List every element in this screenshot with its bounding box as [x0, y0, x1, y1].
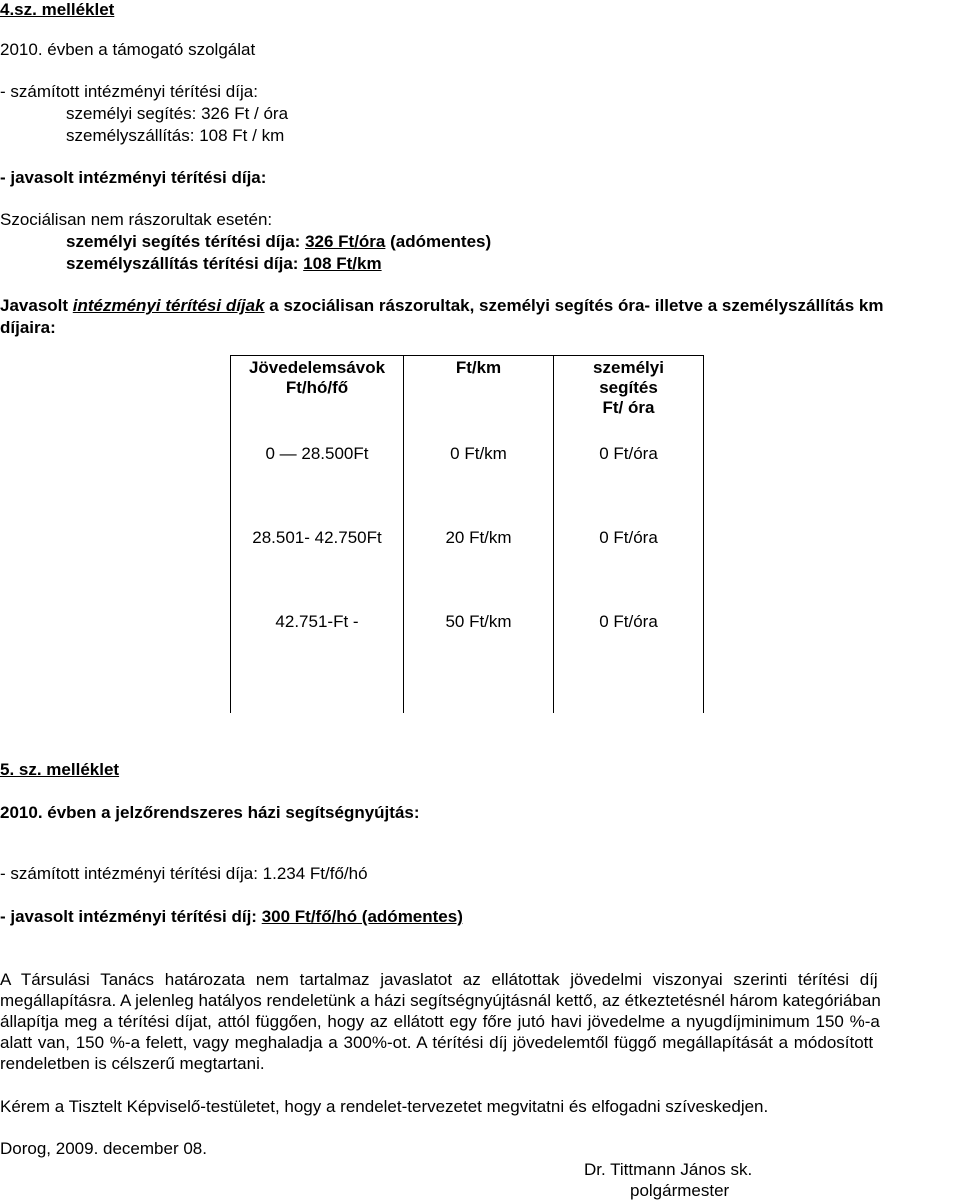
annex5-proposed-prefix: - javasolt intézményi térítési díj: [0, 907, 262, 926]
income-band-header [231, 358, 403, 398]
row3-km: 50 Ft/km [445, 612, 512, 631]
needy-label: Szociálisan nem rászorultak esetén: [0, 210, 273, 229]
row1-band: 0 — 28.500Ft [265, 444, 369, 463]
annex5-subtitle: 2010. évben a jelzőrendszeres házi segítségnyújtás: [0, 803, 420, 822]
calc-fee-label: - számított intézményi térítési díja: [0, 82, 258, 101]
proposal-paragraph [0, 296, 884, 316]
row1-hour: 0 Ft/óra [599, 444, 658, 463]
per-hour-column [554, 356, 704, 713]
needy-transport-prefix: személyszállítás térítési díja: [66, 254, 304, 273]
needy-personal-line [66, 232, 491, 252]
per-hour-header-line3: Ft/ óra [602, 398, 655, 417]
signer-name: Dr. Tittmann János sk. [584, 1160, 753, 1179]
annex4-subtitle: 2010. évben a támogató szolgálat [0, 40, 256, 59]
para1-line1: A Társulási Tanács határozata nem tartalmaz javaslatot az ellátottak jövedelmi viszonyai szerinti térítési díj [0, 970, 878, 989]
annex5-title: 5. sz. melléklet [0, 760, 120, 779]
signer-title: polgármester [630, 1181, 730, 1200]
needy-personal-suffix: (adómentes) [385, 232, 492, 251]
annex5-proposed-value: 300 Ft/fő/hó (adómentes) [261, 907, 463, 926]
income-band-header-line1: Jövedelemsávok [248, 358, 386, 377]
para1-line4: alatt van, 150 %-a felett, vagy meghaladja a 300%-ot. A térítési díj jövedelemtől függő megállapítását a módosított [0, 1033, 874, 1052]
para1-line5: rendeletben is célszerű megtartani. [0, 1054, 265, 1073]
row2-km: 20 Ft/km [445, 528, 512, 547]
row3-band: 42.751-Ft - [275, 612, 359, 631]
income-band-column [231, 356, 404, 713]
needy-personal-value: 326 Ft/óra [305, 232, 386, 251]
para1-line3: állapítja meg a térítési díjat, attól függően, hogy az ellátott egy főre jutó havi jövedelme a nyugdíjminimum 150 %-a [0, 1012, 880, 1031]
per-km-column [404, 356, 554, 713]
annex4-title: 4.sz. melléklet [0, 0, 115, 19]
annex5-calc-line: - számított intézményi térítési díja: 1.234 Ft/fő/hó [0, 864, 368, 883]
per-hour-header-line2: segítés [599, 378, 658, 397]
needy-transport-line [66, 254, 382, 274]
proposal-paragraph-line2: díjaira: [0, 318, 56, 337]
proposal-emphasis: intézményi térítési díjak [72, 296, 265, 315]
per-hour-header-line1: személyi [593, 358, 664, 377]
row2-band: 28.501- 42.750Ft [252, 528, 382, 547]
row3-hour: 0 Ft/óra [599, 612, 658, 631]
fee-table [230, 355, 704, 713]
proposal-prefix: Javasolt [0, 296, 73, 315]
annex5-proposed-line [0, 907, 463, 927]
place-date: Dorog, 2009. december 08. [0, 1139, 207, 1158]
calc-personal-line: személyi segítés: 326 Ft / óra [66, 104, 289, 123]
per-hour-header [554, 358, 703, 418]
request-line: Kérem a Tisztelt Képviselő-testületet, hogy a rendelet-tervezetet megvitatni és elfogadni szíveskedjen. [0, 1097, 769, 1116]
needy-transport-value: 108 Ft/km [303, 254, 382, 273]
proposed-fee-label: - javasolt intézményi térítési díja: [0, 168, 267, 187]
row1-km: 0 Ft/km [450, 444, 507, 463]
per-km-header: Ft/km [455, 358, 502, 377]
proposal-suffix: a szociálisan rászorultak, személyi segítés óra- illetve a személyszállítás km [264, 296, 884, 315]
row2-hour: 0 Ft/óra [599, 528, 658, 547]
needy-personal-prefix: személyi segítés térítési díja: [66, 232, 306, 251]
para1-line2: megállapításra. A jelenleg hatályos rendeletünk a házi segítségnyújtásnál kettő, az étkeztetésnél három kategóriában [0, 991, 881, 1010]
calc-transport-line: személyszállítás: 108 Ft / km [66, 126, 285, 145]
income-band-header-line2: Ft/hó/fő [285, 378, 349, 397]
